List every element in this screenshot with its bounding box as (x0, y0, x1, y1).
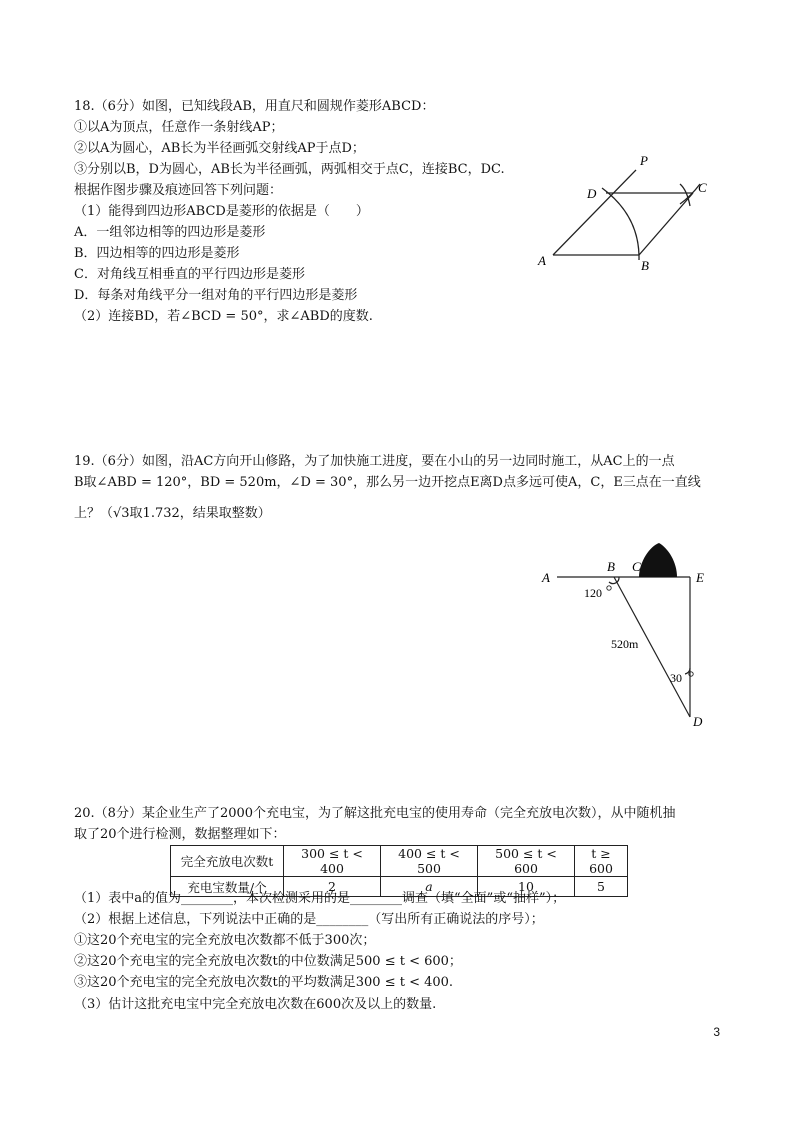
q18-stem: 18.（6分）如图，已知线段AB，用直尺和圆规作菱形ABCD： (74, 99, 435, 114)
q18-part2: （2）连接BD，若∠BCD = 50°，求∠ABD的度数. (74, 309, 373, 324)
q19-line2: B取∠ABD = 120°，BD = 520m，∠D = 30°，那么另一边开挖点E离D点多远可使A，C，E三点在一直线 (74, 475, 701, 490)
road-point-a-label: A (542, 570, 550, 585)
table-cell: 2 (284, 877, 381, 897)
road-point-d-label: D (693, 714, 703, 729)
q20-part3: （3）估计这批充电宝中完全充放电次数在600次及以上的数量. (74, 997, 437, 1012)
table-header-cell: t ≥ 600 (575, 846, 628, 877)
q20-statement-2: ②这20个充电宝的完全充放电次数t的中位数满足500 ≤ t < 600； (74, 954, 462, 969)
table-cell: a (381, 877, 478, 897)
q18-step1: ①以A为顶点，任意作一条射线AP； (74, 120, 284, 135)
q18-option-b: B．四边相等的四边形是菱形 (74, 246, 240, 261)
q18-option-d: D．每条对角线平分一组对角的平行四边形是菱形 (74, 288, 358, 303)
table-header-row (171, 846, 628, 877)
q18-part1: （1）能得到四边形ABCD是菱形的依据是（ ） (74, 204, 369, 219)
table-header-cell: 500 ≤ t < 600 (478, 846, 575, 877)
page-number: 3 (713, 1025, 720, 1039)
q18-option-c: C．对角线互相垂直的平行四边形是菱形 (74, 267, 305, 282)
q18-step3: ③分别以B，D为圆心，AB长为半径画弧，两弧相交于点C，连接BC，DC. (74, 162, 505, 177)
angle-120-label: 120 (584, 586, 602, 600)
q19-line3: 上？（√3取1.732，结果取整数） (74, 506, 271, 521)
road-point-e-label: E (696, 570, 704, 585)
point-a-label: A (538, 253, 546, 268)
q20-line1: 20.（8分）某企业生产了2000个充电宝，为了解这批充电宝的使用寿命（完全充放电次数），从中随机抽 (74, 806, 676, 821)
mountain-road-figure (535, 540, 735, 735)
point-c-label: C (698, 180, 707, 195)
q18-lead: 根据作图步骤及痕迹回答下列问题： (74, 183, 283, 198)
rhombus-figure (530, 148, 730, 278)
table-header-cell: 300 ≤ t < 400 (284, 846, 381, 877)
table-cell: 充电宝数量/个 (171, 877, 284, 897)
road-point-b-label: B (607, 559, 615, 574)
point-d-label: D (587, 186, 597, 201)
table-cell: 10 (478, 877, 575, 897)
q20-line2: 取了20个进行检测，数据整理如下： (74, 827, 286, 842)
point-p-label: P (640, 153, 648, 168)
mountain-shape (639, 543, 677, 577)
length-520m-label: 520m (611, 637, 639, 651)
q20-statement-3: ③这20个充电宝的完全充放电次数t的平均数满足300 ≤ t < 400. (74, 975, 454, 990)
q19-line1: 19.（6分）如图，沿AC方向开山修路，为了加快施工进度，要在小山的另一边同时施工，从AC上的一点 (74, 454, 675, 469)
q20-part2: （2）根据上述信息，下列说法中正确的是________（写出所有正确说法的序号）； (74, 912, 544, 927)
angle-30-label: 30 (670, 671, 682, 685)
table-header-cell: 400 ≤ t < 500 (381, 846, 478, 877)
road-point-c-label: C (632, 559, 641, 574)
q18-step2: ②以A为圆心，AB长为半径画弧交射线AP于点D； (74, 141, 365, 156)
point-b-label: B (641, 258, 649, 273)
table-cell: 5 (575, 877, 628, 897)
q18-option-a: A．一组邻边相等的四边形是菱形 (74, 225, 266, 240)
q20-part1: （1）表中a的值为________，本次检测采用的是________调查（填“全面”或“抽样”）； (74, 891, 566, 906)
q20-statement-1: ①这20个充电宝的完全充放电次数都不低于300次； (74, 933, 376, 948)
table-header-cell: 完全充放电次数t (171, 846, 284, 877)
